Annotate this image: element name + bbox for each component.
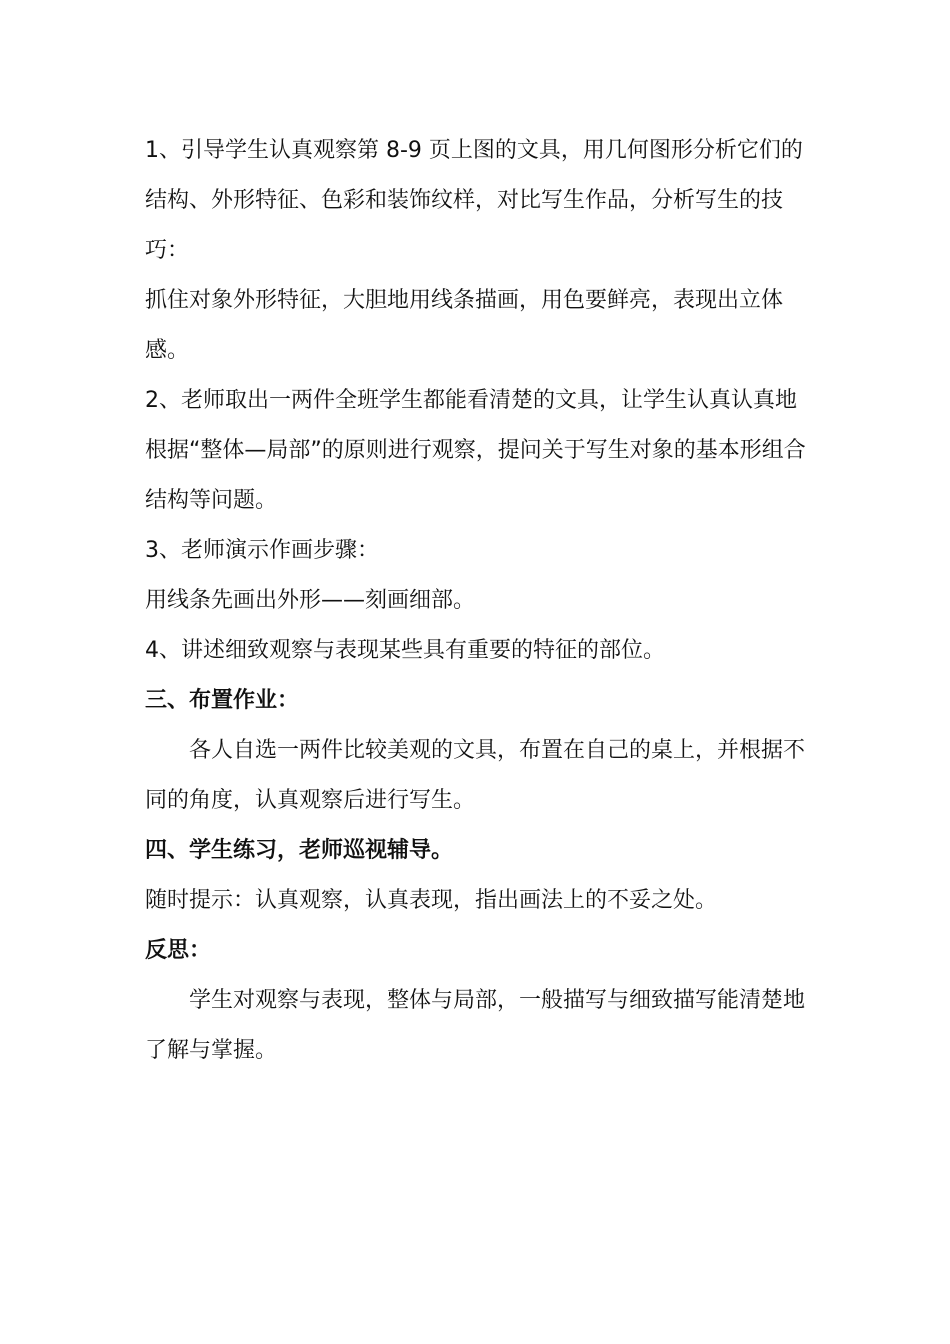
paragraph-homework: 各人自选一两件比较美观的文具，布置在自己的桌上，并根据不同的角度，认真观察后进行写生。 <box>145 738 806 813</box>
paragraph-step-3: 3、老师演示作画步骤： <box>145 538 379 563</box>
heading-reflection: 反思： <box>145 938 212 963</box>
heading-practice: 四、学生练习，老师巡视辅导。 <box>145 838 454 863</box>
paragraph-step-1: 1、引导学生认真观察第 8-9 页上图的文具，用几何图形分析它们的结构、外形特征、色彩和装饰纹样，对比写生作品，分析写生的技巧： <box>145 138 803 263</box>
paragraph-step-2: 2、老师取出一两件全班学生都能看清楚的文具，让学生认真认真地根据“整体—局部”的原则进行观察，提问关于写生对象的基本形组合结构等问题。 <box>145 388 806 513</box>
paragraph-technique: 抓住对象外形特征，大胆地用线条描画，用色要鲜亮，表现出立体感。 <box>145 288 784 363</box>
paragraph-step-4: 4、讲述细致观察与表现某些具有重要的特征的部位。 <box>145 638 665 663</box>
document-body <box>145 126 815 1076</box>
paragraph-drawing-steps: 用线条先画出外形——刻画细部。 <box>145 588 476 613</box>
heading-homework: 三、布置作业： <box>145 688 300 713</box>
paragraph-tips: 随时提示：认真观察，认真表现，指出画法上的不妥之处。 <box>145 888 718 913</box>
paragraph-reflection: 学生对观察与表现，整体与局部，一般描写与细致描写能清楚地了解与掌握。 <box>145 988 806 1063</box>
